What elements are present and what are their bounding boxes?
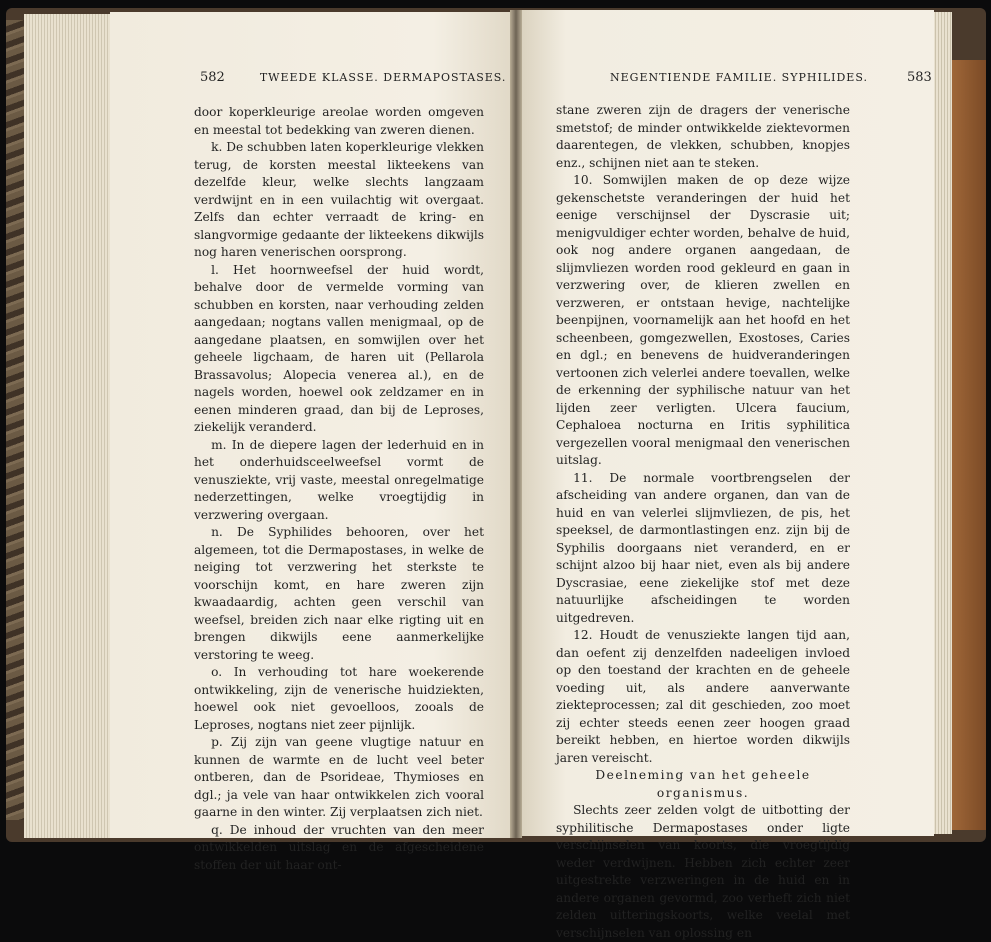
- right-running-head: NEGENTIENDE FAMILIE. SYPHILIDES.: [610, 71, 868, 84]
- paragraph: o. In verhouding tot hare woekerende ontwikkeling, zijn de venerische huidziekten, hoewel ook niet gevoelloos, zooals de Leproses, nogtans niet zeer pijnlijk.: [194, 665, 484, 732]
- left-page-number: 582: [200, 70, 225, 85]
- paragraph: 10. Somwijlen maken de op deze wijze gekenschetste veranderingen der huid het eenige verschijnsel der Dyscrasie uit; menigvuldiger echter worden, behalve de huid, ook nog andere organen aangedaan, de slijmvliezen worden rood gekleurd en gaan in verzwering over, de klieren zwellen en verzweren, er ontstaan hevige, nachtelijke beenpijnen, voornamelijk aan het hoofd en het scheenbeen, gomgezwellen, Exostoses, Caries en dgl.; en benevens de huidveranderingen vertoonen zich velerlei andere toevallen, welke de erkenning der syphilische natuur van het lijden zeer verligten. Ulcera faucium, Cephaloea nocturna en Iritis syphilitica vergezellen vooral menigmaal den venerischen uitslag.: [556, 173, 850, 467]
- left-page-header: [200, 70, 506, 85]
- paragraph: 12. Houdt de venusziekte langen tijd aan, dan oefent zij denzelfden nadeeligen invloed op den toestand der krachten en de geheele voeding uit, als andere aanverwante ziekteprocessen; zal dit geschieden, zoo moet zij echter steeds eenen zeer hoogen graad bereikt hebben, en hiertoe worden dikwijls jaren vereischt.: [556, 628, 850, 765]
- right-page-header: [610, 70, 932, 85]
- paragraph: m. In de diepere lagen der lederhuid en in het onderhuidsceelweefsel vormt de venusziekte, vrij vaste, meestal onregelmatige nederzettingen, welke vroegtijdig in verzwering overgaan.: [194, 437, 484, 522]
- right-text-column: [556, 102, 850, 942]
- paragraph: stane zweren zijn de dragers der venerische smetstof; de minder ontwikkelde ziektevormen daarentegen, de vlekken, schubben, knopjes enz., schijnen niet aan te steken.: [556, 103, 850, 170]
- page-edges-left: [24, 14, 114, 838]
- paragraph: door koperkleurige areolae worden omgeven en meestal tot bedekking van zweren dienen.: [194, 105, 484, 137]
- cover-leather-right: [948, 60, 986, 830]
- paragraph: k. De schubben laten koperkleurige vlekken terug, de korsten meestal likteekens van dezelfde kleur, welke slechts langzaam verdwijnt en in een vuilachtig wit overgaat. Zelfs dan echter verraadt de kring- en slangvormige gedaante der likteekens dikwijls nog haren venerischen oorsprong.: [194, 140, 484, 259]
- book-gutter: [510, 10, 522, 838]
- section-heading: Deelneming van het geheele organismus.: [595, 768, 811, 800]
- paragraph: 11. De normale voortbrengselen der afscheiding van andere organen, dan van de huid en van velerlei slijmvliezen, de pis, het speeksel, de darmontlastingen enz. zijn bij de Syphilis doorgaans niet veranderd, en er schijnt alzoo bij haar niet, even als bij andere Dyscrasiae, eene ziekelijke stof met deze natuurlijke afscheidingen te worden uitgedreven.: [556, 470, 850, 625]
- left-running-head: TWEEDE KLASSE. DERMAPOSTASES.: [259, 71, 507, 84]
- paragraph: q. De inhoud der vruchten van den meer ontwikkelden uitslag en de afgescheidene stoffen der uit haar ont-: [194, 822, 484, 872]
- paragraph: l. Het hoornweefsel der huid wordt, behalve door de vermelde vorming van schubben en korsten, naar verhouding zelden aangedaan; nogtans vallen menigmaal, op de aangedane plaatsen, en somwijlen over het geheele ligchaam, de haren uit (Pellarola Brassavolus; Alopecia venerea al.), en de nagels worden, hoewel ook zeldzamer en in eenen minderen graad, dan bij de Leproses, ziekelijk veranderd.: [194, 262, 484, 434]
- left-text-column: [194, 104, 484, 874]
- paragraph: n. De Syphilides behooren, over het algemeen, tot die Dermapostases, in welke de neiging tot verzwering het sterkste te voorschijn komt, en hare zweren zijn kwaadaardig, achten geen verschil van weefsel, breiden zich naar elke rigting uit en brengen dikwijls eene aanmerkelijke verstoring te weeg.: [194, 525, 484, 662]
- paragraph: p. Zij zijn van geene vlugtige natuur en kunnen de warmte en de lucht veel beter ontberen, dan de Psorideae, Thymioses en dgl.; ja vele van haar ontwikkelen zich vooral gaarne in den winter. Zij verplaatsen zich niet.: [194, 735, 484, 819]
- paragraph: Slechts zeer zelden volgt de uitbotting der syphilitische Dermapostases onder ligte verschijnselen van koorts, die vroegtijdig weder verdwijnen. Hebben zich echter zeer uitgestrekte verzweringen in de huid en in andere organen gevormd, zoo verheft zich niet zelden uitteringskoorts, welke veelal met verschijnselen van oplossing en: [556, 803, 850, 940]
- right-page-number: 583: [906, 70, 932, 85]
